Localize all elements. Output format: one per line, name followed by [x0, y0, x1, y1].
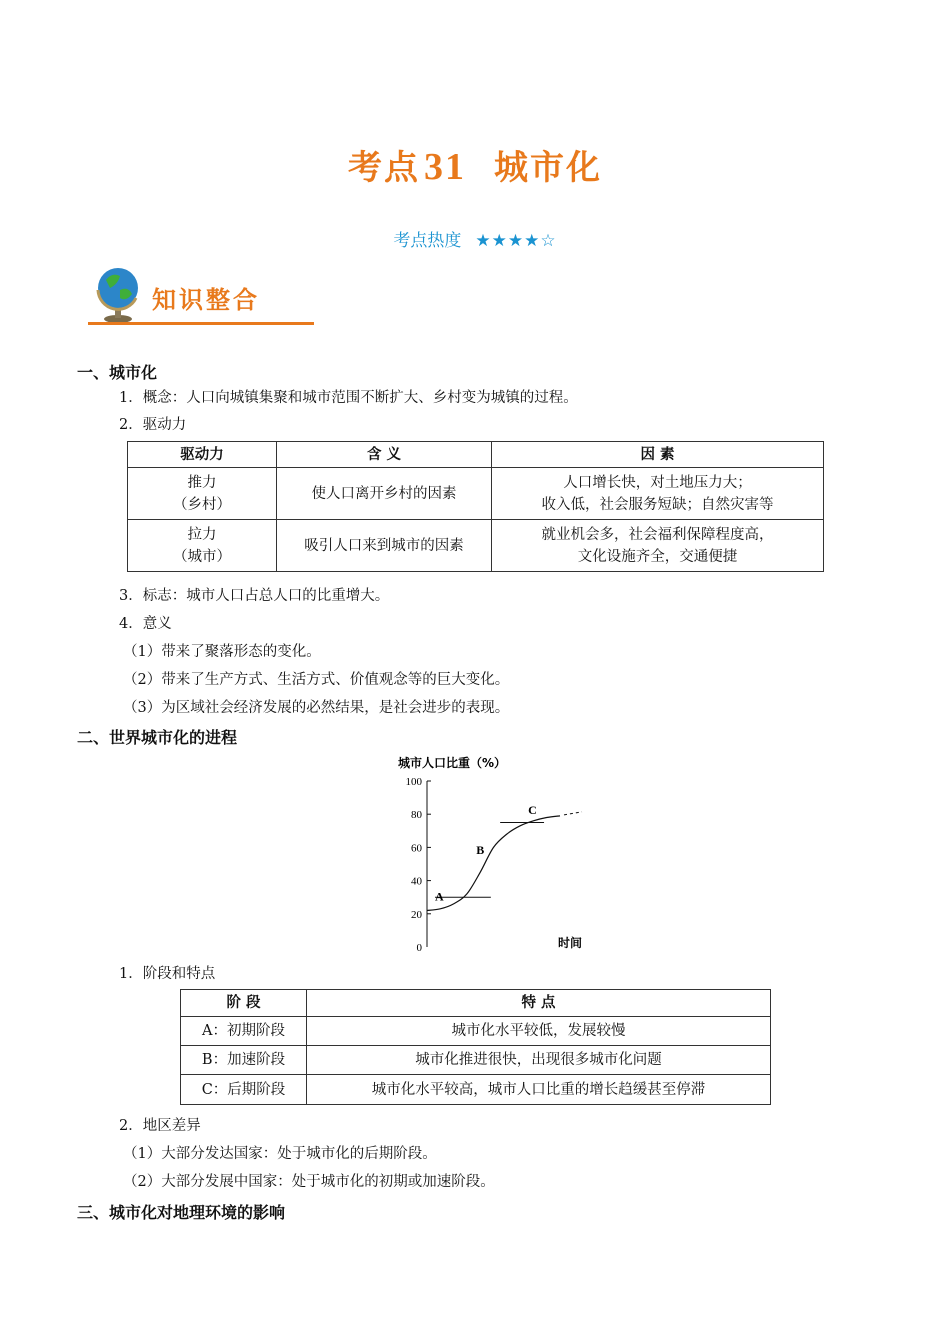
- table-cell: A：初期阶段: [181, 1017, 307, 1046]
- factor-line: 就业机会多，社会福利保障程度高，: [541, 526, 774, 543]
- table-header-cell: 特 点: [307, 990, 771, 1017]
- globe-icon: [98, 268, 138, 323]
- curve-continuation: [564, 812, 582, 815]
- y-tick-label: 40: [411, 875, 422, 888]
- factor-line: 文化设施齐全，交通便捷: [577, 548, 738, 565]
- table-cell: 使人口离开乡村的因素: [277, 468, 492, 520]
- table-row: [181, 1046, 771, 1075]
- banner-underline: [88, 322, 314, 325]
- table-cell: 吸引人口来到城市的因素: [277, 520, 492, 572]
- table-cell: B：加速阶段: [181, 1046, 307, 1075]
- table-cell: [492, 520, 824, 572]
- stage-label: C: [528, 803, 537, 818]
- force-label: 拉力: [187, 526, 217, 543]
- region-item: （2）大部分发展中国家：处于城市化的初期或加速阶段。: [123, 1174, 495, 1190]
- table-header-cell: 因 素: [492, 442, 824, 468]
- meaning-title: 4．意义: [119, 616, 172, 632]
- table-header-row: [181, 990, 771, 1017]
- force-label: 推力: [187, 474, 217, 491]
- chart-xlabel: 时间: [558, 936, 583, 950]
- section1-heading: 一、城市化: [77, 363, 158, 382]
- heat-label: 考点热度: [393, 231, 462, 251]
- table-row: [128, 520, 824, 572]
- stage-title: 1．阶段和特点: [119, 966, 216, 982]
- table-row: [128, 468, 824, 520]
- table-row: [181, 1075, 771, 1105]
- page-title: [0, 140, 950, 189]
- table-header-row: [128, 442, 824, 468]
- table-cell: [128, 468, 277, 520]
- stage-label: A: [434, 889, 444, 904]
- y-tick-label: 100: [405, 776, 422, 788]
- force-source: （城市）: [173, 548, 231, 565]
- factor-line: 人口增长快，对土地压力大；: [563, 474, 752, 491]
- meaning-item: （1）带来了聚落形态的变化。: [123, 644, 321, 660]
- stage-table: [180, 989, 771, 1105]
- stage-label: B: [476, 843, 485, 858]
- table-cell: C：后期阶段: [181, 1075, 307, 1105]
- urbanization-curve: [427, 816, 560, 911]
- table-cell: 城市化水平较低，发展较慢: [307, 1017, 771, 1046]
- table-cell: [128, 520, 277, 572]
- title-number: 31: [424, 146, 466, 188]
- y-tick-label: 60: [411, 842, 422, 855]
- table-header-cell: 阶 段: [181, 990, 307, 1017]
- driver-table: [127, 441, 824, 572]
- table-row: [181, 1017, 771, 1046]
- section2-heading: 二、世界城市化的进程: [77, 728, 238, 747]
- section3-heading: 三、城市化对地理环境的影响: [77, 1203, 286, 1222]
- meaning-item: （2）带来了生产方式、生活方式、价值观念等的巨大变化。: [123, 672, 510, 688]
- region-title: 2．地区差异: [119, 1118, 201, 1134]
- table-header-cell: 含 义: [277, 442, 492, 468]
- table-cell: 城市化水平较高，城市人口比重的增长趋缓甚至停滞: [307, 1075, 771, 1105]
- banner-label: 知识整合: [152, 286, 260, 314]
- title-topic: 城市化: [494, 148, 602, 188]
- chart-title: 城市人口比重（%）: [398, 756, 507, 770]
- force-source: （乡村）: [173, 496, 231, 513]
- y-tick-label: 80: [411, 809, 422, 822]
- sign-text: 3．标志：城市人口占总人口的比重增大。: [119, 588, 390, 604]
- driver-title: 2．驱动力: [119, 417, 187, 433]
- table-cell: 城市化推进很快，出现很多城市化问题: [307, 1046, 771, 1075]
- meaning-item: （3）为区域社会经济发展的必然结果，是社会进步的表现。: [123, 700, 510, 716]
- star-rating: ★★★★☆: [475, 231, 557, 251]
- region-item: （1）大部分发达国家：处于城市化的后期阶段。: [123, 1146, 437, 1162]
- y-tick-label: 20: [411, 908, 422, 921]
- urbanization-chart: [390, 752, 590, 957]
- factor-line: 收入低，社会服务短缺；自然灾害等: [541, 496, 774, 513]
- y-tick-label: 0: [416, 942, 422, 954]
- table-cell: [492, 468, 824, 520]
- table-header-cell: 驱动力: [128, 442, 277, 468]
- title-main: 考点: [348, 148, 420, 188]
- concept-text: 1．概念：人口向城镇集聚和城市范围不断扩大、乡村变为城镇的过程。: [119, 390, 578, 406]
- heat-rating: [0, 226, 950, 251]
